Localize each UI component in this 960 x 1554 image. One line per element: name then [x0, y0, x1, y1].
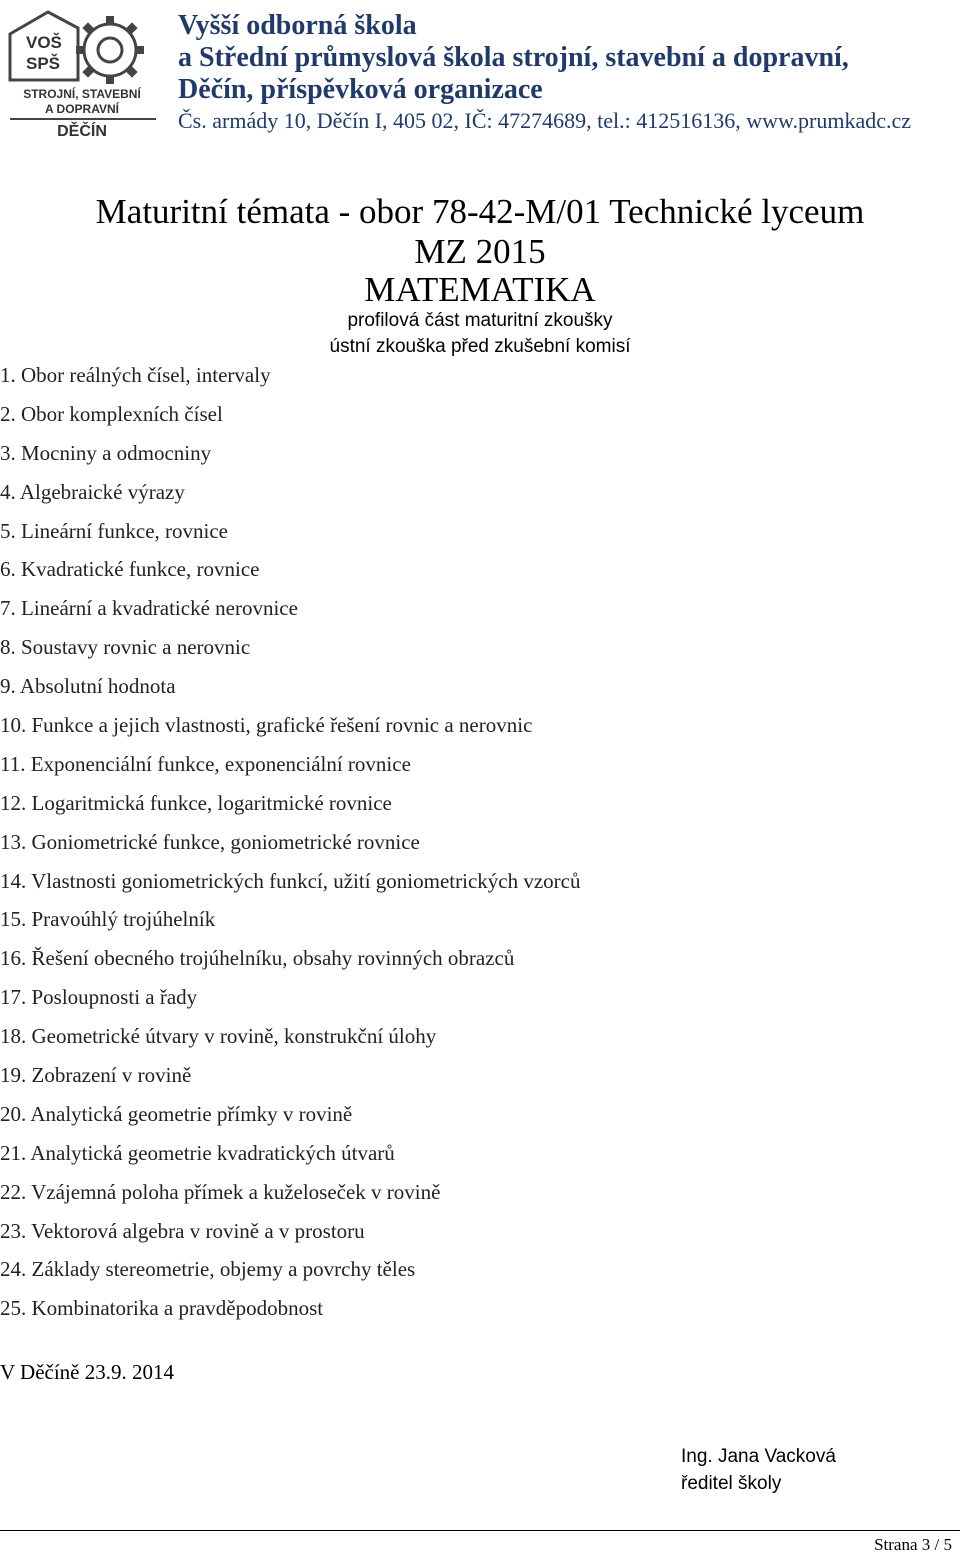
topic-item: 1. Obor reálných čísel, intervaly: [0, 363, 271, 387]
letterhead-school-name: Vyšší odborná škola: [178, 10, 417, 41]
logo-text-decin: DĚČÍN: [57, 123, 107, 140]
subject-title: MATEMATIKA: [364, 270, 596, 309]
signature-block: [681, 1443, 836, 1497]
topic-item: 2. Obor komplexních čísel: [0, 401, 223, 426]
topic-item: 5. Lineární funkce, rovnice: [0, 518, 228, 543]
logo-text-vos: VOŠ: [26, 33, 62, 52]
topic-item: 15. Pravoúhlý trojúhelník: [0, 907, 216, 932]
topic-item: 6. Kvadratické funkce, rovnice: [0, 557, 260, 582]
topic-item: 14. Vlastnosti goniometrických funkcí, užití goniometrických vzorců: [0, 868, 581, 893]
logo-text-strojni: STROJNÍ, STAVEBNÍ: [23, 87, 141, 101]
document-title: Maturitní témata - obor 78-42-M/01 Technické lyceum: [95, 192, 865, 231]
exam-part: profilová část maturitní zkoušky: [347, 310, 613, 331]
logo-text-sps: SPŠ: [26, 54, 61, 73]
footer-divider: [0, 1530, 960, 1531]
page-number: Strana 3 / 5: [874, 1535, 952, 1554]
signatory-role: ředitel školy: [681, 1473, 782, 1494]
topic-item: 12. Logaritmická funkce, logaritmické rovnice: [0, 790, 392, 815]
exam-form: ústní zkouška před zkušební komisí: [329, 336, 631, 357]
topic-item: 8. Soustavy rovnic a nerovnic: [0, 635, 251, 660]
topic-item: 21. Analytická geometrie kvadratických útvarů: [0, 1140, 395, 1165]
letterhead-school-name-2: a Střední průmyslová škola strojní, stavební a dopravní,: [178, 42, 849, 73]
topic-list: [0, 356, 580, 1328]
letterhead: [178, 10, 953, 136]
topic-item: 25. Kombinatorika a pravděpodobnost: [0, 1296, 324, 1321]
topic-item: 22. Vzájemná poloha přímek a kuželoseček v rovině: [0, 1179, 441, 1204]
topic-item: 9. Absolutní hodnota: [0, 674, 176, 699]
topic-item: 10. Funkce a jejich vlastnosti, grafické řešení rovnic a nerovnic: [0, 713, 533, 738]
letterhead-contact: Čs. armády 10, Děčín I, 405 02, IČ: 47274689, tel.: 412516136, www.prumkadc.cz: [178, 108, 912, 133]
topic-item: 11. Exponenciální funkce, exponenciální rovnice: [0, 751, 411, 776]
topic-item: 4. Algebraické výrazy: [0, 479, 185, 504]
letterhead-organization: Děčín, příspěvková organizace: [178, 74, 543, 105]
school-logo: [4, 6, 162, 141]
topic-item: 16. Řešení obecného trojúhelníku, obsahy rovinných obrazců: [0, 946, 515, 971]
topic-item: 3. Mocniny a odmocniny: [0, 440, 212, 465]
topic-item: 18. Geometrické útvary v rovině, konstrukční úlohy: [0, 1024, 437, 1049]
topic-item: 20. Analytická geometrie přímky v rovině: [0, 1101, 353, 1126]
topic-item: 23. Vektorová algebra v rovině a v prostoru: [0, 1218, 365, 1243]
topic-item: 19. Zobrazení v rovině: [0, 1063, 192, 1088]
topic-item: 24. Základy stereometrie, objemy a povrchy těles: [0, 1257, 416, 1282]
signatory-name: Ing. Jana Vacková: [681, 1446, 836, 1467]
topic-item: 17. Posloupnosti a řady: [0, 985, 198, 1010]
topic-item: 13. Goniometrické funkce, goniometrické rovnice: [0, 829, 420, 854]
topic-item: 7. Lineární a kvadratické nerovnice: [0, 596, 298, 621]
place-date: V Děčíně 23.9. 2014: [0, 1360, 174, 1384]
exam-year: MZ 2015: [414, 232, 546, 271]
logo-text-dopravni: A DOPRAVNÍ: [44, 102, 120, 116]
